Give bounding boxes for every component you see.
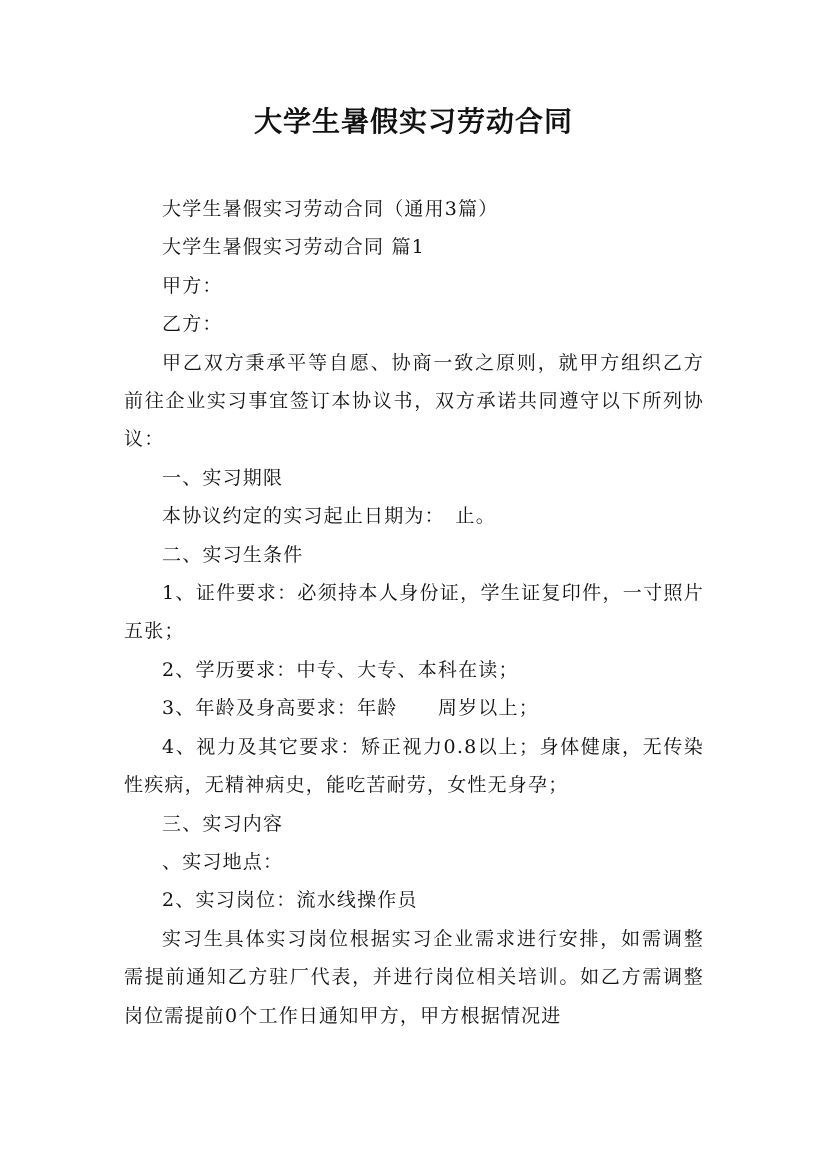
paragraph-period: 本协议约定的实习起止日期为： 止。 <box>162 505 496 528</box>
paragraph-condition-1: 1、证件要求：必须持本人身份证，学生证复印件，一寸照片五张； <box>124 582 704 643</box>
document-title: 大学生暑假实习劳动合同 <box>253 105 573 138</box>
paragraph-party-a: 甲方： <box>162 274 223 297</box>
paragraph-condition-2: 2、学历要求：中专、大专、本科在读； <box>162 658 519 681</box>
section-heading-conditions: 二、实习生条件 <box>162 543 304 566</box>
paragraph-heading-part1: 大学生暑假实习劳动合同 篇1 <box>162 236 425 259</box>
paragraph-location: 、实习地点： <box>162 850 284 873</box>
paragraph-condition-4: 4、视力及其它要求：矫正视力0.8以上；身体健康，无传染性疾病，无精神病史，能吃苦耐劳，女性无身孕； <box>124 735 704 797</box>
paragraph-position: 2、实习岗位：流水线操作员 <box>162 889 418 912</box>
paragraph-condition-3: 3、年龄及身高要求：年龄 周岁以上； <box>162 697 539 720</box>
document-body <box>124 190 704 1035</box>
section-heading-content: 三、实习内容 <box>162 812 284 835</box>
paragraph-preamble: 甲乙双方秉承平等自愿、协商一致之原则，就甲方组织乙方前往企业实习事宜签订本协议书，双方承诺共同遵守以下所列协议： <box>124 351 704 451</box>
paragraph-party-b: 乙方： <box>162 313 223 336</box>
paragraph-arrangement: 实习生具体实习岗位根据实习企业需求进行安排，如需调整需提前通知乙方驻厂代表，并进行岗位相关培训。如乙方需调整岗位需提前0个工作日通知甲方，甲方根据情况进 <box>124 927 704 1027</box>
paragraph-heading-general: 大学生暑假实习劳动合同（通用3篇） <box>162 198 499 220</box>
section-heading-period: 一、实习期限 <box>162 466 284 489</box>
